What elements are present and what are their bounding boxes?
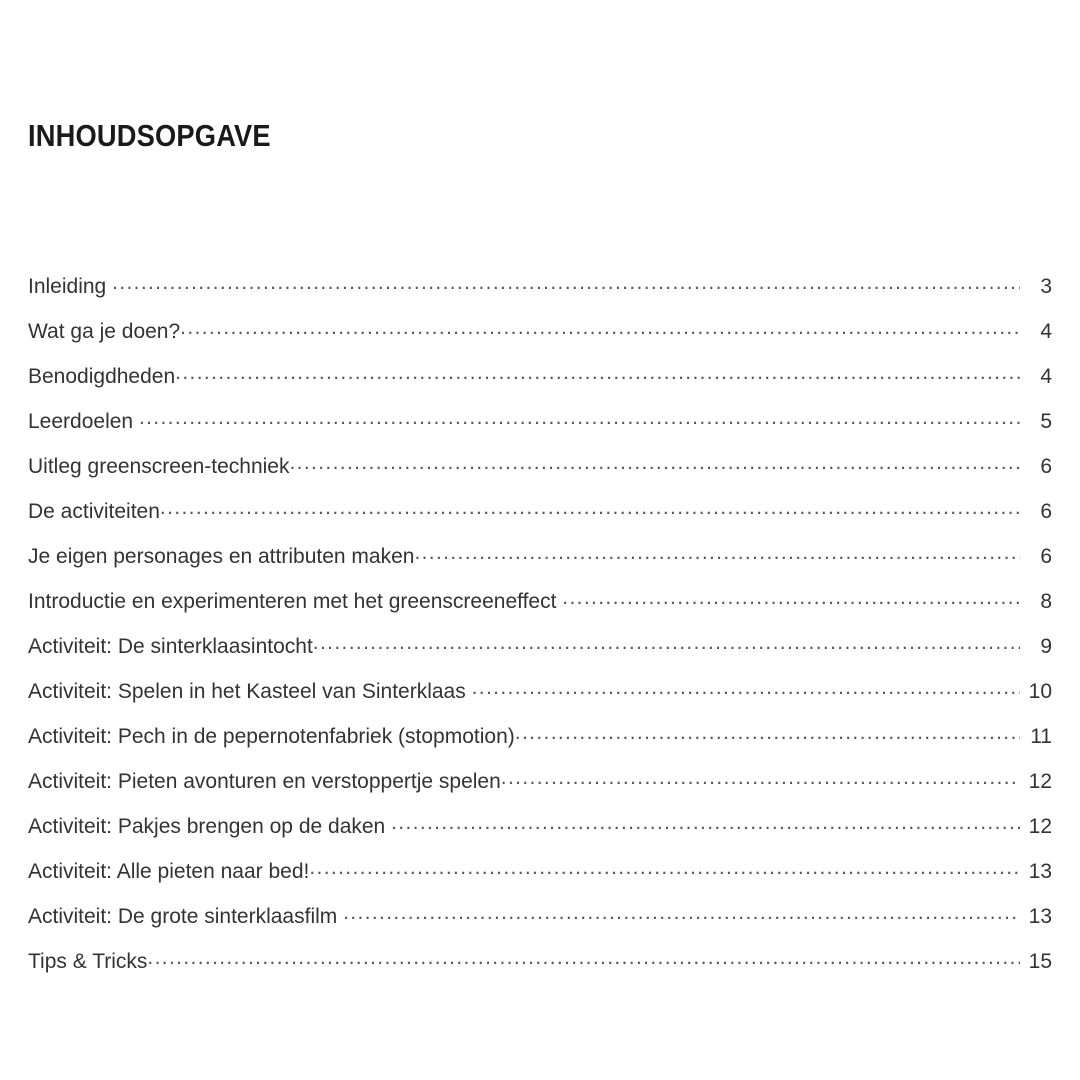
table-of-contents	[28, 272, 1052, 992]
toc-entry-label: Activiteit: Pakjes brengen op de daken	[28, 815, 386, 838]
toc-entry-label: Leerdoelen	[28, 410, 134, 433]
toc-dot-leader	[414, 542, 1020, 563]
toc-page-number: 3	[1040, 275, 1052, 298]
toc-dot-leader	[175, 362, 1020, 383]
toc-dot-leader	[313, 632, 1020, 653]
toc-entry[interactable]	[28, 947, 1052, 992]
toc-dot-leader	[180, 317, 1020, 338]
toc-dot-leader	[515, 722, 1020, 743]
toc-page-number: 9	[1040, 635, 1052, 658]
toc-entry-label: Activiteit: Alle pieten naar bed!	[28, 860, 310, 883]
toc-entry[interactable]	[28, 632, 1052, 677]
toc-dot-leader	[343, 902, 1020, 923]
toc-dot-leader	[501, 767, 1020, 788]
toc-entry[interactable]	[28, 362, 1052, 407]
toc-entry[interactable]	[28, 767, 1052, 812]
toc-dot-leader	[391, 812, 1020, 833]
toc-entry[interactable]	[28, 902, 1052, 947]
toc-entry-label: Activiteit: De grote sinterklaasfilm	[28, 905, 338, 928]
toc-entry-label: Activiteit: Pieten avonturen en verstoppertje spelen	[28, 770, 501, 793]
toc-page-number: 11	[1030, 725, 1052, 748]
toc-entry[interactable]	[28, 542, 1052, 587]
toc-entry[interactable]	[28, 677, 1052, 722]
toc-entry[interactable]	[28, 407, 1052, 452]
toc-entry[interactable]	[28, 497, 1052, 542]
toc-entry-label: Activiteit: De sinterklaasintocht	[28, 635, 313, 658]
toc-page-number: 13	[1028, 905, 1052, 928]
toc-page-number: 13	[1028, 860, 1052, 883]
toc-page-number: 4	[1040, 320, 1052, 343]
toc-page-number: 5	[1040, 410, 1052, 433]
toc-entry-label: Tips & Tricks	[28, 950, 148, 973]
toc-entry-label: Wat ga je doen?	[28, 320, 181, 343]
toc-page-number: 10	[1028, 680, 1052, 703]
toc-entry-label: Je eigen personages en attributen maken	[28, 545, 415, 568]
toc-page-number: 12	[1028, 815, 1052, 838]
toc-page-number: 8	[1040, 590, 1052, 613]
toc-page-number: 15	[1028, 950, 1052, 973]
toc-entry-label: Introductie en experimenteren met het greenscreeneffect	[28, 590, 557, 613]
toc-entry-label: Activiteit: Pech in de pepernotenfabriek (stopmotion)	[28, 725, 515, 748]
toc-entry[interactable]	[28, 722, 1052, 767]
toc-page-number: 4	[1040, 365, 1052, 388]
toc-page-number: 12	[1028, 770, 1052, 793]
toc-dot-leader	[309, 857, 1020, 878]
toc-entry[interactable]	[28, 317, 1052, 362]
toc-dot-leader	[147, 947, 1020, 968]
toc-dot-leader	[289, 452, 1020, 473]
toc-entry[interactable]	[28, 587, 1052, 632]
toc-entry[interactable]	[28, 452, 1052, 497]
toc-entry-label: Inleiding	[28, 275, 107, 298]
toc-entry-label: Uitleg greenscreen-techniek	[28, 455, 290, 478]
toc-page-number: 6	[1040, 455, 1052, 478]
toc-dot-leader	[472, 677, 1020, 698]
toc-entry-label: De activiteiten	[28, 500, 160, 523]
toc-dot-leader	[112, 272, 1020, 293]
toc-entry[interactable]	[28, 857, 1052, 902]
toc-entry[interactable]	[28, 272, 1052, 317]
toc-page-number: 6	[1040, 500, 1052, 523]
page-title: INHOUDSOPGAVE	[28, 118, 271, 153]
toc-dot-leader	[562, 587, 1020, 608]
toc-entry[interactable]	[28, 812, 1052, 857]
toc-entry-label: Activiteit: Spelen in het Kasteel van Sinterklaas	[28, 680, 466, 703]
toc-dot-leader	[139, 407, 1020, 428]
toc-entry-label: Benodigdheden	[28, 365, 176, 388]
toc-page-number: 6	[1040, 545, 1052, 568]
toc-dot-leader	[160, 497, 1020, 518]
